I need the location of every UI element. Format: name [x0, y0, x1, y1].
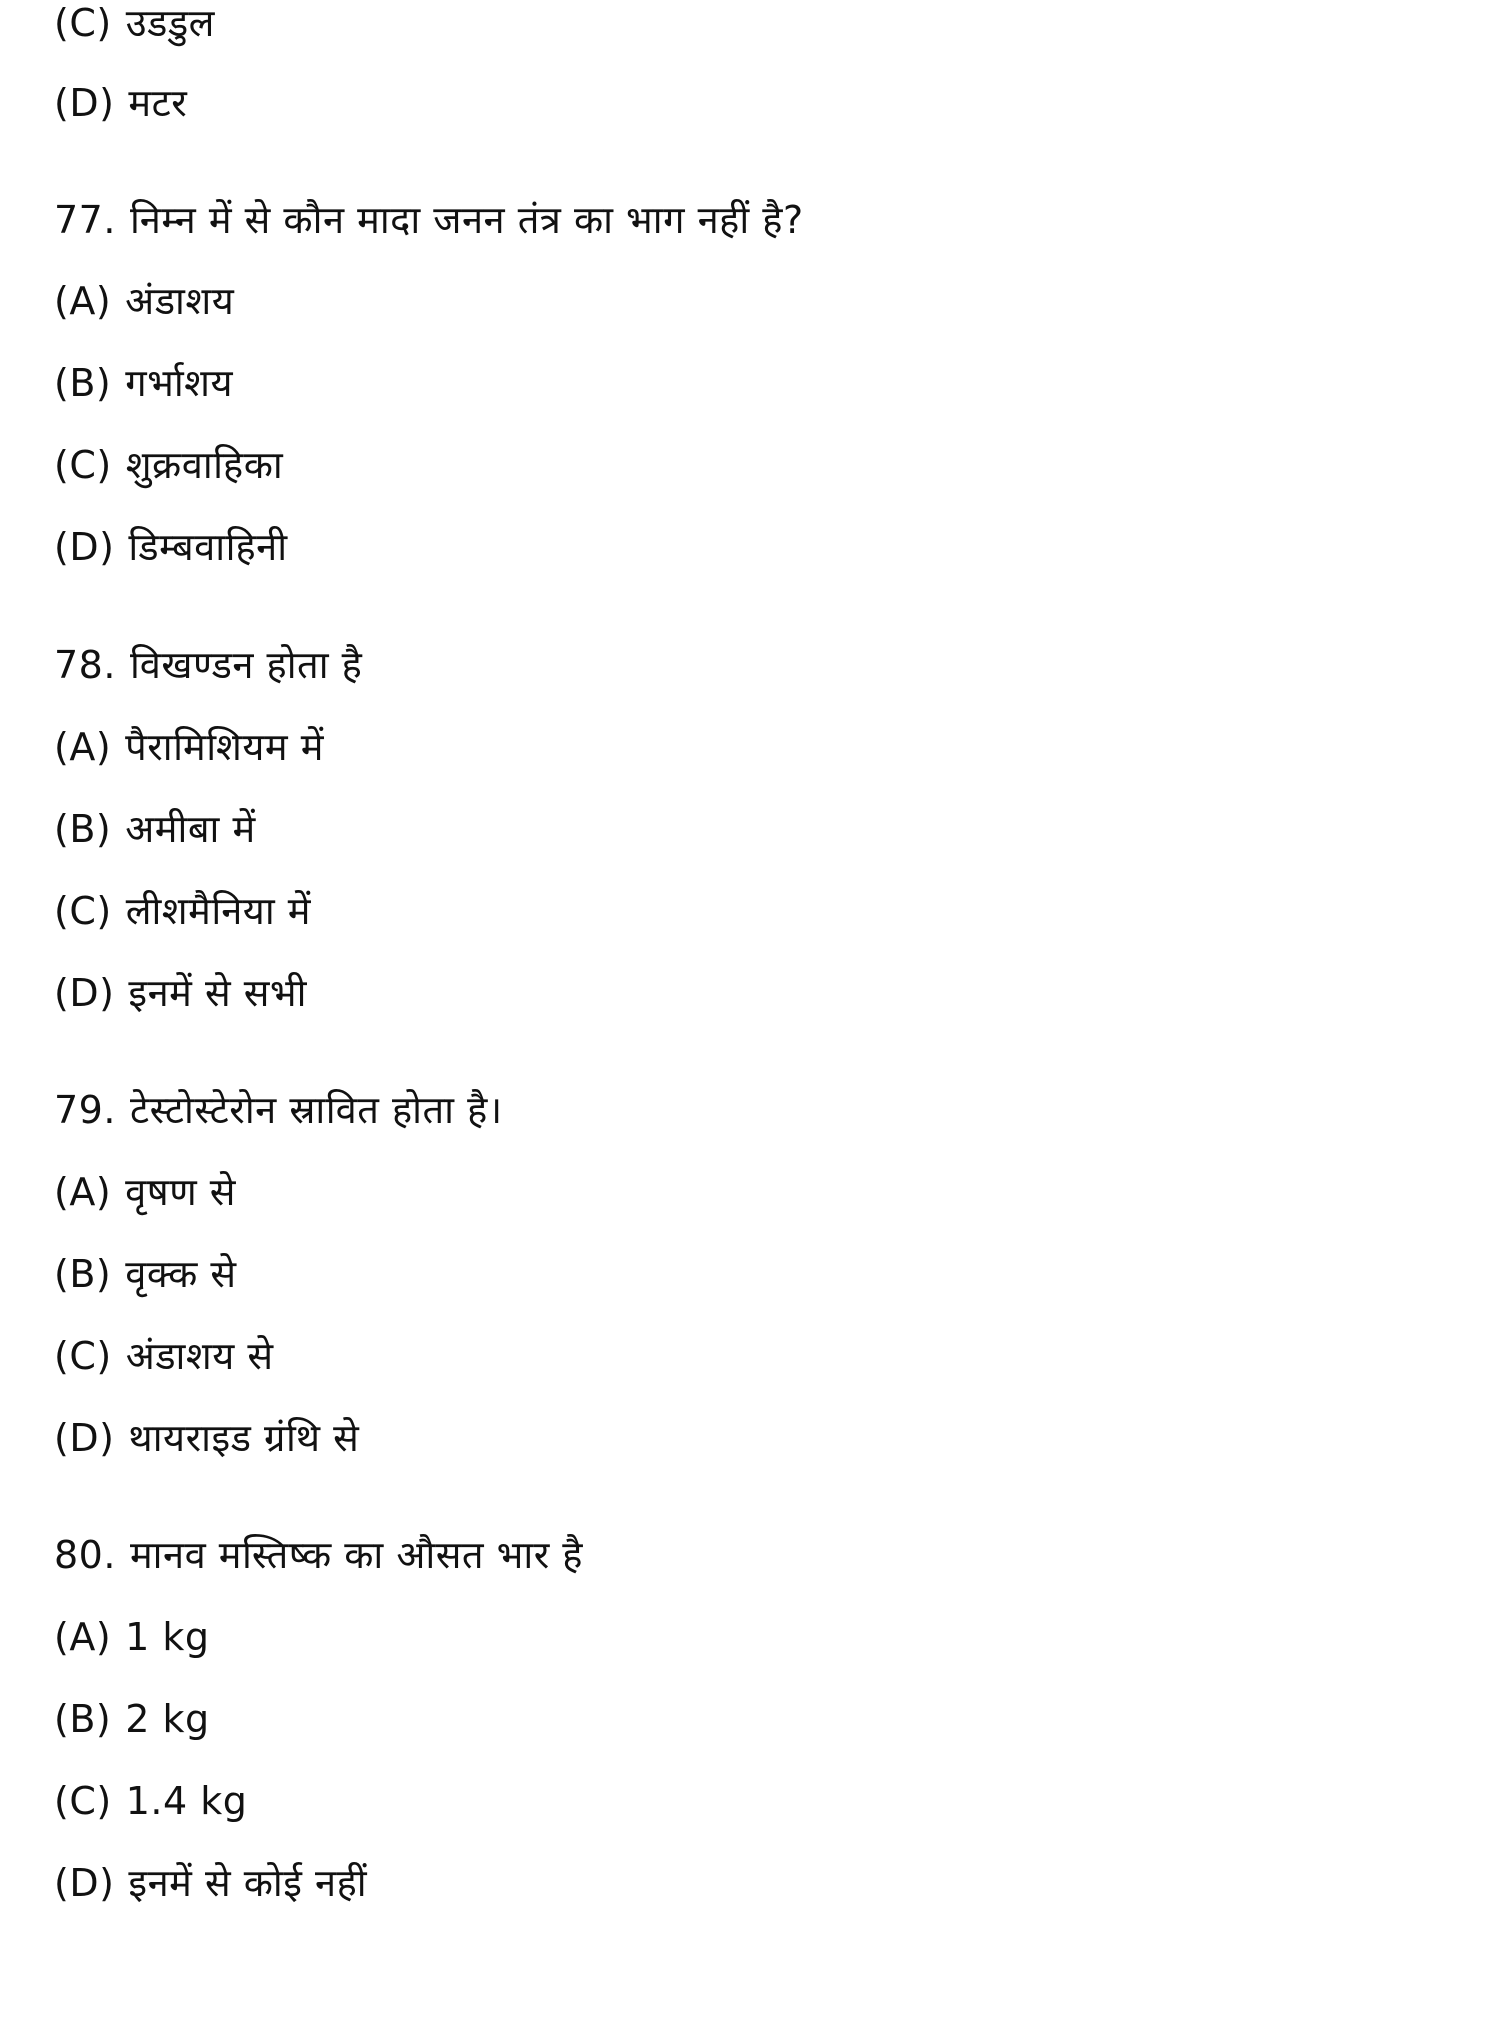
option-label: (C) [54, 889, 112, 933]
q78-option-c [54, 886, 311, 936]
option-text: पैरामिशियम में [125, 725, 324, 769]
option-label: (C) [54, 1334, 112, 1378]
option-label: (A) [54, 1170, 112, 1214]
option-text: इनमें से सभी [128, 971, 307, 1015]
q80-option-b [54, 1694, 210, 1744]
option-text: गर्भाशय [125, 361, 234, 405]
q80-option-a [54, 1612, 210, 1662]
option-text: अमीबा में [125, 807, 256, 851]
option-label: (D) [54, 971, 115, 1015]
option-text: 1 kg [125, 1615, 210, 1659]
question-79 [54, 1085, 503, 1135]
question-number: 80. [54, 1533, 116, 1577]
option-label: (D) [54, 81, 115, 125]
option-label: (B) [54, 1697, 112, 1741]
option-text: मटर [128, 81, 188, 125]
option-label: (D) [54, 1416, 115, 1460]
option-label: (D) [54, 525, 115, 569]
option-text: वृषण से [125, 1170, 236, 1214]
q80-option-c [54, 1776, 247, 1826]
option-label: (A) [54, 279, 112, 323]
q79-option-d [54, 1413, 359, 1463]
option-text: अंडाशय [125, 279, 235, 323]
option-label: (C) [54, 1779, 112, 1823]
q78-option-a [54, 722, 324, 772]
option-text: डिम्बवाहिनी [128, 525, 288, 569]
question-number: 78. [54, 643, 116, 687]
option-label: (D) [54, 1861, 115, 1905]
option-text: शुक्रवाहिका [125, 443, 284, 487]
option-label: (C) [54, 1, 112, 45]
option-text: लीशमैनिया में [125, 889, 311, 933]
question-number: 79. [54, 1088, 116, 1132]
question-number: 77. [54, 198, 116, 242]
q78-option-b [54, 804, 256, 854]
option-text: उडडुल [125, 1, 215, 45]
question-text: निम्न में से कौन मादा जनन तंत्र का भाग नहीं है? [129, 198, 804, 242]
q80-option-d [54, 1858, 367, 1908]
option-label: (C) [54, 443, 112, 487]
option-text: अंडाशय से [125, 1334, 274, 1378]
option-text: 1.4 kg [125, 1779, 248, 1823]
option-label: (B) [54, 361, 112, 405]
q77-option-c [54, 440, 283, 490]
prev-option-d [54, 78, 187, 128]
q79-option-c [54, 1331, 274, 1381]
question-text: मानव मस्तिष्क का औसत भार है [129, 1533, 583, 1577]
option-label: (A) [54, 1615, 112, 1659]
question-text: विखण्डन होता है [129, 643, 363, 687]
question-text: टेस्टोस्टेरोन स्रावित होता है। [129, 1088, 503, 1132]
q77-option-b [54, 358, 233, 408]
question-78 [54, 640, 362, 690]
question-80 [54, 1530, 583, 1580]
question-77 [54, 195, 804, 245]
option-text: इनमें से कोई नहीं [128, 1861, 368, 1905]
q77-option-d [54, 522, 288, 572]
option-label: (B) [54, 1252, 112, 1296]
q77-option-a [54, 276, 234, 326]
option-text: वृक्क से [125, 1252, 237, 1296]
option-label: (A) [54, 725, 112, 769]
option-text: थायराइड ग्रंथि से [128, 1416, 360, 1460]
q78-option-d [54, 968, 307, 1018]
option-text: 2 kg [125, 1697, 210, 1741]
q79-option-b [54, 1249, 237, 1299]
q79-option-a [54, 1167, 236, 1217]
option-label: (B) [54, 807, 112, 851]
prev-option-c [54, 0, 215, 48]
